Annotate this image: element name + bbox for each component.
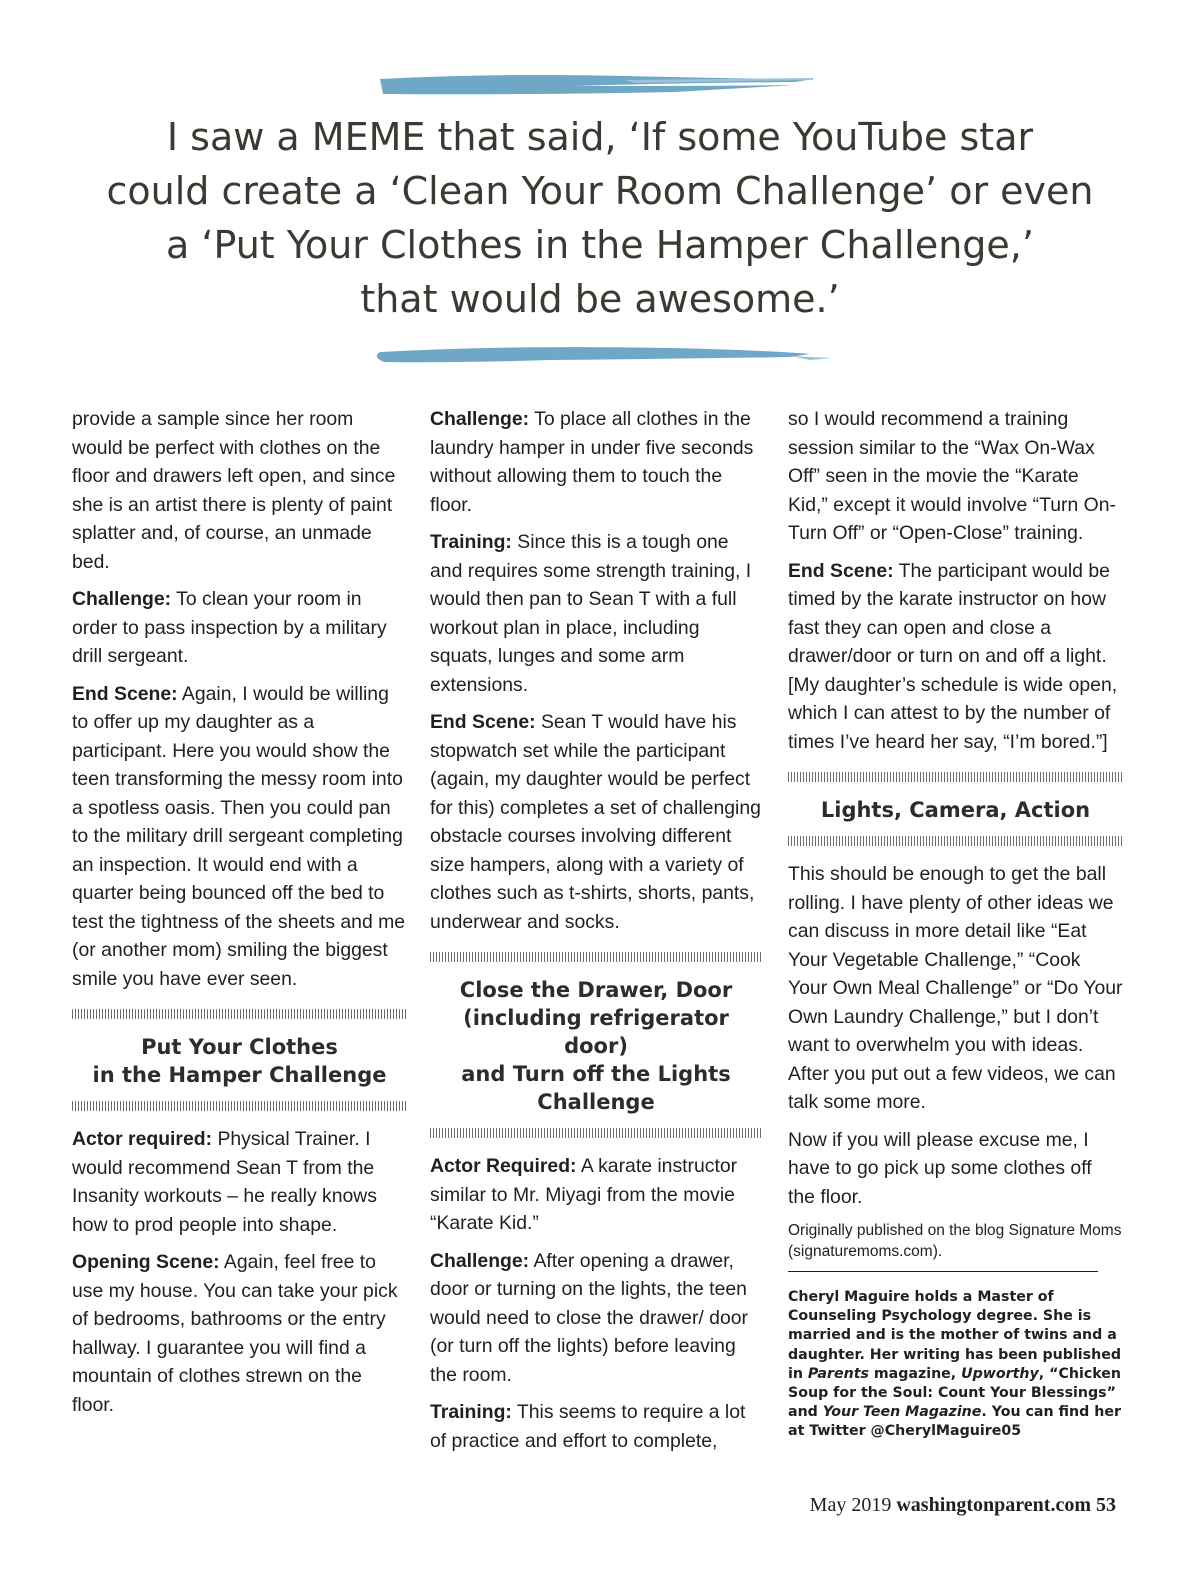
page-footer [810, 1494, 1116, 1517]
paragraph-label: Training: [430, 531, 512, 553]
paragraph-label: Opening Scene: [72, 1251, 220, 1273]
paragraph [72, 1248, 407, 1419]
paragraph-label: Challenge: [430, 408, 530, 430]
pull-quote [90, 110, 1110, 326]
bio-text: . You can find her at Twitter @CherylMaguire05 [788, 1404, 1121, 1440]
footer-page-number: 53 [1091, 1494, 1116, 1516]
paragraph-text: Physical Trainer. I would recommend Sean T from the Insanity workouts – he really knows how to prod people into shape. [72, 1128, 378, 1236]
paragraph-text: To clean your room in order to pass inspection by a military drill sergeant. [72, 588, 387, 667]
paragraph-label: Training: [430, 1401, 512, 1423]
section-heading-line: and Turn off the Lights [461, 1062, 731, 1086]
bio-text: , “Chicken Soup for the Soul: Count Your Blessings” and [788, 1365, 1122, 1421]
paragraph: This should be enough to get the ball rolling. I have plenty of other ideas we can discuss in more detail like “Eat Your Vegetable Challenge,” “Cook Your Own Meal Challenge” or “Do Your Own Laundry Challenge,” but I don’t want to overwhelm you with ideas. After you put out a few videos, we can talk some more. [788, 863, 1123, 1113]
pull-quote-line: I saw a MEME that said, ‘If some YouTube star [166, 115, 1034, 159]
paragraph: so I would recommend a training session similar to the “Wax On-Wax Off” seen in the movie the “Karate Kid,” except it would involve “Turn On-Turn Off” or “Open-Close” training. [788, 408, 1116, 544]
paragraph-text: After opening a drawer, door or turning on the lights, the teen would need to close the drawer/ door (or turn off the lights) before leaving the room. [430, 1249, 748, 1386]
paragraph: provide a sample since her room would be perfect with clothes on the floor and drawers left open, and since she is an artist there is plenty of paint splatter and, of course, an unmade bed. [72, 408, 396, 573]
paragraph: Now if you will please excuse me, I have to go pick up some clothes off the floor. [788, 1128, 1092, 1208]
paragraph [430, 405, 762, 519]
dotted-rule [788, 772, 1123, 782]
section-heading-line: Close the Drawer, Door [459, 978, 733, 1002]
section-heading-line: (including refrigerator door) [463, 1006, 729, 1058]
bio-publication: Your Teen Magazine [822, 1404, 982, 1421]
paragraph [430, 708, 762, 936]
paragraph [430, 1398, 762, 1455]
footer-issue: May 2019 [809, 1494, 897, 1516]
pull-quote-line: a ‘Put Your Clothes in the Hamper Challenge,’ [166, 223, 1034, 267]
paragraph [430, 1152, 762, 1238]
bio-publication: Upworthy [961, 1365, 1039, 1382]
paragraph-label: Actor required: [72, 1128, 213, 1150]
bio-divider [788, 1271, 1098, 1272]
section-heading-line: Challenge [537, 1090, 655, 1114]
paragraph-label: End Scene: [788, 559, 894, 582]
source-note: Originally published on the blog Signature Moms (signaturemoms.com). [788, 1222, 1122, 1260]
dotted-rule [72, 1101, 407, 1111]
dotted-rule [430, 952, 762, 962]
paragraph-label: Challenge: [430, 1249, 530, 1272]
paragraph-label: Challenge: [72, 588, 172, 610]
dotted-rule [72, 1009, 407, 1019]
paragraph-label: Actor Required: [430, 1155, 577, 1177]
paragraph-text: Sean T would have his stopwatch set while the participant (again, my daughter would be perfect for this) completes a set of challenging obstacle courses involving different size hampers, along with a variety of clothes such as t-shirts, shorts, pants, underwear and socks. [430, 711, 761, 933]
section-heading: Lights, Camera, Action [820, 798, 1091, 822]
column-3 [788, 405, 1123, 1451]
paragraph-text: Again, I would be willing to offer up my daughter as a participant. Here you would show the teen transforming the messy room into a spotless oasis. Then you could pan to the military drill sergeant completing an inspection. It would end with a quarter being bounced off the bed to test the tightness of the sheets and me (or another mom) smiling the biggest smile you have ever seen. [72, 682, 406, 990]
paragraph-text: A karate instructor similar to Mr. Miyagi from the movie “Karate Kid.” [430, 1155, 738, 1234]
paragraph [72, 1125, 407, 1239]
paragraph-text: To place all clothes in the laundry hamper in under five seconds without allowing them to touch the floor. [430, 408, 754, 516]
section-heading-line: Put Your Clothes [141, 1035, 338, 1059]
footer-site: washingtonparent.com [896, 1494, 1091, 1516]
paragraph-text: Again, feel free to use my house. You can take your pick of bedrooms, bathrooms or the entry hallway. I guarantee you will find a mountain of clothes strewn on the floor. [72, 1251, 398, 1416]
paragraph [430, 528, 762, 699]
section-heading [430, 976, 762, 1116]
paragraph [72, 585, 407, 671]
bio-publication: Parents [807, 1365, 869, 1382]
section-heading [72, 1033, 407, 1089]
section-heading-line: in the Hamper Challenge [92, 1063, 387, 1087]
paragraph-text: This seems to require a lot of practice and effort to complete, [430, 1401, 746, 1452]
pull-quote-line: could create a ‘Clean Your Room Challenge’ or even [106, 169, 1094, 213]
bio-text: magazine, [868, 1365, 962, 1382]
paragraph-text: The participant would be timed by the karate instructor on how fast they can open and close a drawer/door or turn on and off a light. [My daughter’s schedule is wide open, which I can attest to by the number of times I’ve heard her say, “I’m bored.”] [788, 559, 1118, 753]
paragraph-text: Since this is a tough one and requires some strength training, I would then pan to Sean T with a full workout plan in place, including squats, lunges and some arm extensions. [430, 531, 752, 696]
paragraph [72, 680, 407, 994]
paragraph [430, 1247, 762, 1390]
paragraph-label: End Scene: [72, 682, 178, 705]
bio-text: Cheryl Maguire holds a Master of Counseling Psychology degree. She is married and is the mother of twins and a daughter. Her writing has been published in [788, 1289, 1121, 1382]
dotted-rule [430, 1128, 762, 1138]
bottom-brush-stroke [370, 342, 835, 368]
paragraph-label: End Scene: [430, 711, 536, 733]
column-2 [430, 405, 762, 1464]
author-bio [788, 1288, 1123, 1442]
column-1 [72, 405, 407, 1428]
paragraph [788, 557, 1123, 757]
dotted-rule [788, 836, 1123, 846]
pull-quote-line: that would be awesome.’ [360, 277, 840, 321]
top-brush-stroke [375, 70, 815, 100]
